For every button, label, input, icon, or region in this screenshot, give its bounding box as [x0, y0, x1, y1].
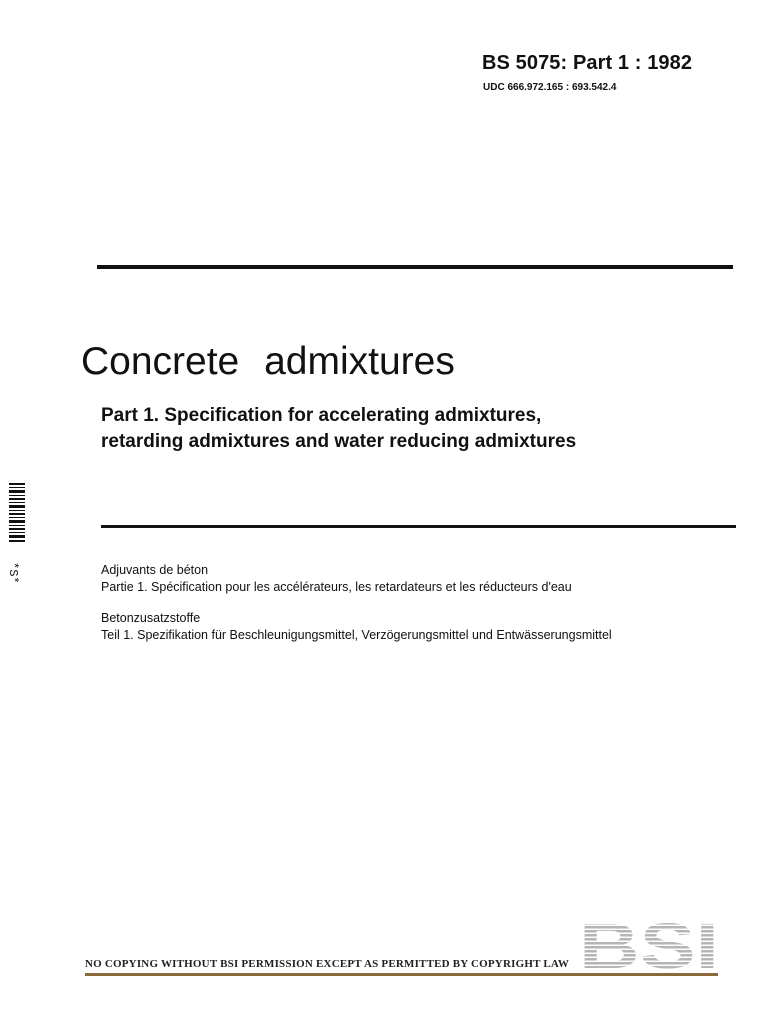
document-title: Concrete admixtures: [81, 340, 455, 383]
subtitle-line-1: Part 1. Specification for accelerating admixtures,: [101, 405, 542, 426]
svg-text:BSI: BSI: [579, 918, 719, 970]
french-translation: [101, 562, 572, 596]
french-title: Adjuvants de béton: [101, 563, 209, 577]
bsi-logo: [579, 918, 719, 970]
document-subtitle: [101, 403, 576, 455]
standard-number: BS 5075: Part 1 : 1982: [482, 52, 693, 74]
german-subtitle: Teil 1. Spezifikation für Beschleunigungsmittel, Verzögerungsmittel und Entwässerungsmittel: [101, 628, 612, 642]
french-subtitle: Partie 1. Spécification pour les accélérateurs, les retardateurs et les réducteurs d'eau: [101, 580, 572, 594]
subtitle-line-2: retarding admixtures and water reducing admixtures: [101, 431, 577, 452]
side-code: *S*: [6, 562, 20, 584]
middle-divider: [101, 525, 736, 528]
udc-classification: UDC 666.972.165 : 693.542.4: [483, 82, 617, 93]
german-title: Betonzusatzstoffe: [101, 611, 201, 625]
copyright-notice: NO COPYING WITHOUT BSI PERMISSION EXCEPT AS PERMITTED BY COPYRIGHT LAW: [85, 958, 570, 970]
german-translation: [101, 610, 612, 644]
footer-divider: [85, 973, 718, 976]
barcode-icon: [9, 483, 25, 543]
top-divider: [97, 265, 733, 269]
